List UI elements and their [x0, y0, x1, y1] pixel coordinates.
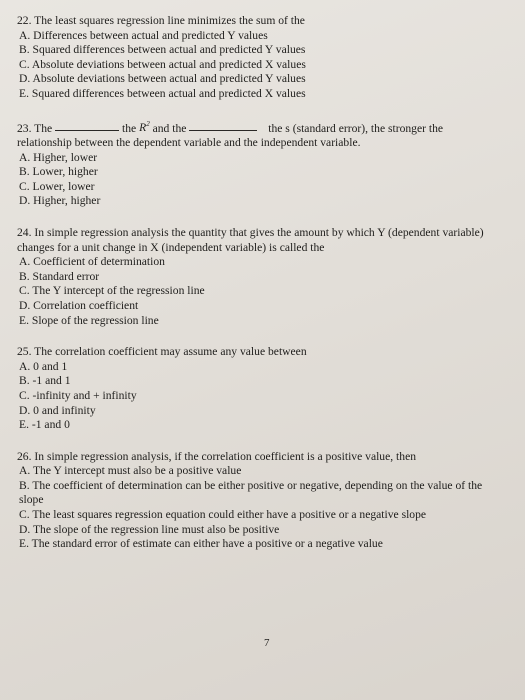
stem-text: relationship between the dependent variable and the independent variable. [17, 136, 361, 150]
question-23 [17, 118, 509, 209]
answer-option: B. Lower, higher [19, 165, 98, 179]
answer-option: D. Correlation coefficient [19, 298, 139, 312]
question-stem: 25. The correlation coefficient may assume any value between [17, 345, 307, 359]
answer-option: D. The slope of the regression line must also be positive [19, 522, 280, 536]
question-25 [17, 345, 509, 433]
answer-option: D. 0 and infinity [19, 403, 96, 417]
answer-option: A. Differences between actual and predicted Y values [19, 28, 268, 42]
answer-option: E. Squared differences between actual and predicted X values [19, 86, 306, 100]
fill-blank-2 [189, 119, 257, 131]
question-stem: 26. In simple regression analysis, if the correlation coefficient is a positive value, then [17, 449, 417, 463]
answer-option: E. Slope of the regression line [19, 313, 159, 327]
r-squared-symbol: $R^2$ [139, 120, 150, 135]
answer-option: C. -infinity and + infinity [19, 388, 137, 402]
answer-option: A. Higher, lower [19, 150, 98, 164]
answer-option: D. Higher, higher [19, 194, 101, 208]
question-24 [17, 226, 509, 328]
stem-text: the [122, 121, 137, 135]
answer-option: A. The Y intercept must also be a positive value [19, 464, 242, 478]
answer-option: C. Absolute deviations between actual and predicted X values [19, 57, 306, 71]
question-22 [17, 14, 509, 102]
stem-text: the s (standard error), the stronger the [268, 121, 444, 135]
answer-option: A. 0 and 1 [19, 359, 68, 373]
answer-option: B. Squared differences between actual and predicted Y values [19, 43, 306, 57]
question-26 [17, 450, 509, 552]
question-stem [17, 118, 509, 151]
question-stem: 24. In simple regression analysis the quantity that gives the amount by which Y (dependent variable) changes for a unit change in X (independent variable) is called the [17, 225, 484, 254]
answer-option: C. The Y intercept of the regression line [19, 284, 205, 298]
answer-option: E. -1 and 0 [19, 418, 70, 432]
answer-option: D. Absolute deviations between actual and predicted Y values [19, 72, 306, 86]
page-number: 7 [264, 637, 270, 649]
answer-option: B. -1 and 1 [19, 374, 71, 388]
answer-option: B. The coefficient of determination can be either positive or negative, depending on the value of the slope [19, 478, 483, 507]
stem-text: and the [152, 121, 187, 135]
stem-text: 23. The [17, 121, 53, 135]
answer-option: E. The standard error of estimate can either have a positive or a negative value [19, 537, 383, 551]
answer-option: B. Standard error [19, 269, 100, 283]
answer-option: C. Lower, lower [19, 179, 95, 193]
question-stem: 22. The least squares regression line minimizes the sum of the [17, 14, 305, 27]
answer-option: A. Coefficient of determination [19, 255, 165, 269]
answer-option: C. The least squares regression equation could either have a positive or a negative slope [19, 508, 427, 522]
fill-blank-1 [55, 119, 119, 131]
